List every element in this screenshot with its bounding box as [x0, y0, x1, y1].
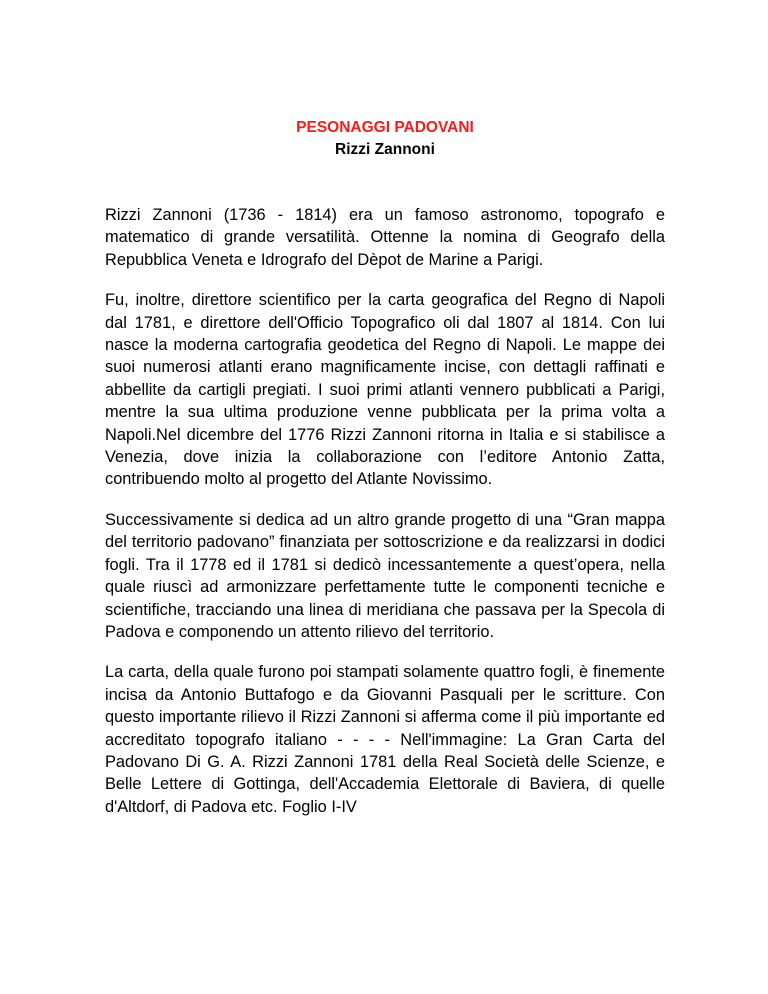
document-body	[105, 204, 665, 836]
page-subtitle: Rizzi Zannoni	[335, 141, 435, 158]
page-title: PESONAGGI PADOVANI	[296, 119, 474, 136]
paragraph-1: Rizzi Zannoni (1736 - 1814) era un famoso astronomo, topografo e matematico di grande versatilità. Ottenne la nomina di Geografo della Repubblica Veneta e Idrografo del Dèpot de Marine a Parigi.	[105, 206, 665, 269]
paragraph-2: Fu, inoltre, direttore scientifico per la carta geografica del Regno di Napoli dal 1781, e direttore dell'Officio Topografico oli dal 1807 al 1814. Con lui nasce la moderna cartografia geodetica del Regno di Napoli. Le mappe dei suoi numerosi atlanti erano magnificamente incise, con dettagli raffinati e abbellite da cartigli pregiati. I suoi primi atlanti vennero pubblicati a Parigi, mentre la sua ultima produzione venne pubblicata per la prima volta a Napoli.Nel dicembre del 1776 Rizzi Zannoni ritorna in Italia e si stabilisce a Venezia, dove inizia la collaborazione con l’editore Antonio Zatta, contribuendo molto al progetto del Atlante Novissimo.	[105, 291, 665, 489]
paragraph-4: La carta, della quale furono poi stampati solamente quattro fogli, è finemente incisa da Antonio Buttafogo e da Giovanni Pasquali per le scritture. Con questo importante rilievo il Rizzi Zannoni si afferma come il più importante ed accreditato topografo italiano - - - - Nell'immagine: La Gran Carta del Padovano Di G. A. Rizzi Zannoni 1781 della Real Società delle Scienze, e Belle Lettere di Gottinga, dell'Accademia Elettorale di Baviera, di quelle d'Altdorf, di Padova etc. Foglio I-IV	[105, 663, 665, 816]
paragraph-3: Successivamente si dedica ad un altro grande progetto di una “Gran mappa del territorio padovano” finanziata per sottoscrizione e da realizzarsi in dodici fogli. Tra il 1778 ed il 1781 si dedicò incessantemente a quest’opera, nella quale riuscì ad armonizzare perfettamente tutte le componenti tecniche e scientifiche, tracciando una linea di meridiana che passava per la Specola di Padova e componendo un attento rilievo del territorio.	[105, 510, 665, 641]
